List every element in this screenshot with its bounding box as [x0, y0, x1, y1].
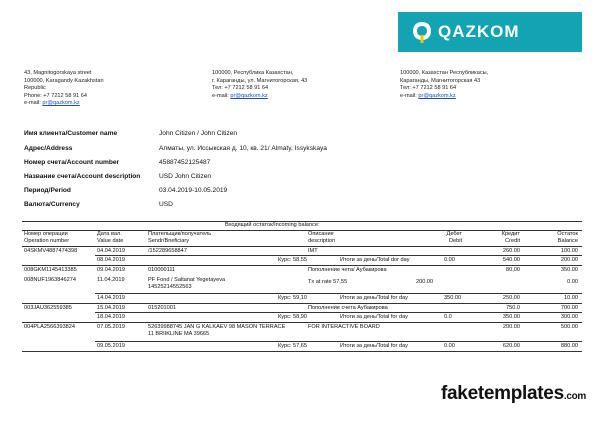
cell-date: 11.04.2019	[97, 277, 125, 283]
cell-balance: 500.00	[560, 324, 578, 330]
cell-balance: 200.00	[560, 257, 578, 263]
table-rule	[22, 351, 582, 352]
header-sender: Плательщик/получатель Sendr/Bneficiary	[148, 231, 212, 244]
cell-credit: 80,00	[506, 267, 520, 273]
email-label: e-mail:	[24, 100, 43, 107]
address-block-ru	[212, 70, 307, 100]
address-line: г. Караганды, ул. Магнитогорская, 43	[212, 77, 308, 84]
cell-balance: 100.00	[560, 248, 578, 254]
email-line	[212, 93, 307, 101]
address-block-kz	[400, 70, 488, 100]
cell-date: 09.05.2019	[97, 343, 125, 349]
email-label: e-mail:	[400, 92, 419, 99]
cell-sender: 52639988745 JAN G KALKAEV 98 MASON TERRACE 11 BRIIKLINE MA 39665	[148, 324, 286, 337]
opening-balance-label: Входящий остаток/Incoming balance:	[225, 222, 320, 228]
cell-credit: 200.00	[502, 324, 520, 330]
table-rule	[22, 322, 582, 323]
watermark-text: faketemplates	[441, 383, 564, 404]
cell-credit: 620.00	[502, 343, 520, 349]
info-value: USD	[159, 201, 173, 208]
address-line: 100000, Казахстан Республикасы,	[400, 70, 489, 76]
address-line: Караганды, Магнитогорская 43	[400, 77, 481, 84]
cell-description: Итоги за день/Total for day	[340, 314, 408, 320]
cell-debit: 0.0	[444, 314, 452, 320]
email-label: e-mail:	[212, 92, 231, 99]
cell-description: Пополнение чета/ Аубакирова	[308, 267, 387, 273]
info-value: John Citizen / John Citizen	[159, 130, 238, 137]
cell-balance: 880.00	[560, 343, 578, 349]
cell-op: 008NUF1963846274	[24, 277, 76, 283]
cell-rate: Курс: 58,55	[278, 257, 308, 263]
phone-line: Тел: +7 7212 58 91 64	[212, 85, 269, 92]
address-line: Republic	[24, 85, 46, 92]
info-value: Алматы, ул. Иссыкская д. 10, кв. 21/ Almaty, Issykskaya	[159, 145, 327, 152]
address-line: 100000, Республика Казахстан,	[212, 70, 294, 76]
address-block-en	[24, 70, 104, 108]
cell-balance: 10.00	[564, 295, 578, 301]
table-rule	[22, 246, 582, 247]
cell-balance: 300.00	[560, 314, 578, 320]
cell-date: 09.04.2019	[97, 267, 125, 273]
header-balance: Остаток Balance	[557, 231, 578, 244]
email-link[interactable]: pr@qazkom.kz	[42, 100, 80, 107]
address-line: 43, Magnitogorskaya street	[24, 70, 92, 76]
info-value: USD John Citizen	[159, 173, 212, 180]
email-link[interactable]: pr@qazkom.kz	[230, 92, 268, 99]
table-rule	[95, 312, 582, 313]
phone-line: Phone: +7 7212 58 91 64	[24, 92, 87, 99]
cell-sender: 010000111	[148, 267, 176, 273]
watermark-suffix: .com	[563, 391, 586, 402]
cell-op: 008GKM1145413385	[24, 267, 77, 273]
header-debit: Дебет Debit	[446, 231, 462, 244]
cell-debit: 200.00	[416, 279, 434, 285]
info-label: Номер счета/Account number	[24, 159, 120, 166]
cell-op: 004PLA2566393824	[24, 324, 76, 330]
info-label: Имя клиента/Customer name	[24, 130, 118, 137]
cell-credit: 750.0	[506, 305, 520, 311]
cell-date: 14.04.2019	[97, 295, 125, 301]
email-line	[400, 93, 488, 101]
cell-date: 08.04.2019	[97, 257, 125, 263]
info-label: Адрес/Address	[24, 145, 73, 152]
cell-balance: 700.00	[560, 305, 578, 311]
header-op-number: Номер операции Operation number	[24, 231, 70, 244]
address-line: 100000, Karagandy Kazakhstan	[24, 77, 104, 84]
cell-op: 04SKMV4887474398	[24, 248, 78, 254]
cell-balance: 350.00	[560, 267, 578, 273]
info-value: 45887452125487	[159, 159, 211, 166]
cell-description: Tx at rate 57,55	[308, 279, 348, 285]
cell-rate: Курс: 58,90	[278, 314, 308, 320]
cell-debit: 0.00	[444, 257, 455, 263]
phone-line: Тел: +7 7212 58 91 64	[400, 85, 457, 92]
cell-sender: PF Fond / Saltanat Yegetayeva 14525214552563	[148, 277, 226, 290]
cell-op: 003JAU362559385	[24, 305, 72, 311]
logo-text: QAZKOM	[438, 22, 520, 41]
header-description: Описание description	[308, 231, 336, 244]
qazkom-logo	[398, 12, 582, 52]
info-label: Период/Period	[24, 187, 71, 194]
cell-credit: 540.00	[502, 257, 520, 263]
header-credit: Кредит Credit	[501, 231, 520, 244]
cell-credit: 260.00	[502, 248, 520, 254]
cell-debit: 350.00	[444, 295, 462, 301]
email-line	[24, 100, 104, 108]
cell-rate: Курс: 57,65	[278, 343, 308, 349]
cell-description: IMT	[308, 248, 318, 254]
cell-description: Пополнение счета Аубакирова	[308, 305, 388, 311]
qazkom-q-icon	[412, 20, 432, 44]
info-label: Название счета/Account description	[24, 173, 141, 180]
watermark	[441, 383, 586, 405]
cell-debit: 0.00	[444, 343, 455, 349]
cell-description: Итоги за день/Total for day	[340, 343, 408, 349]
cell-date: 07.05.2019	[97, 324, 125, 330]
cell-sender: /152289658847	[148, 248, 187, 254]
cell-rate: Курс: 59,10	[278, 295, 308, 301]
table-rule	[22, 303, 582, 304]
cell-balance: 0.00	[567, 279, 578, 285]
cell-credit: 250,00	[502, 295, 520, 301]
info-value: 03.04.2019-10.05.2019	[159, 187, 228, 194]
cell-credit: 350.00	[502, 314, 520, 320]
cell-date: 15.04.2019	[97, 305, 125, 311]
table-rule	[95, 255, 582, 256]
cell-description: Итоги за день/Total dor day	[340, 257, 410, 263]
table-rule	[95, 341, 582, 342]
cell-date: 04.04.2019	[97, 248, 125, 254]
cell-sender: 015201001	[148, 305, 176, 311]
info-label: Валюта/Currency	[24, 201, 80, 208]
table-rule	[22, 265, 582, 266]
cell-description: Итоги за день/Total for day	[340, 295, 408, 301]
email-link[interactable]: pr@qazkom.kz	[418, 92, 456, 99]
cell-date: 18.04.2019	[97, 314, 125, 320]
header-value-date: Дата вал. Value date	[97, 231, 124, 244]
cell-description: FOR INTERACTIVE BOARD	[308, 324, 380, 330]
table-rule	[95, 293, 582, 294]
